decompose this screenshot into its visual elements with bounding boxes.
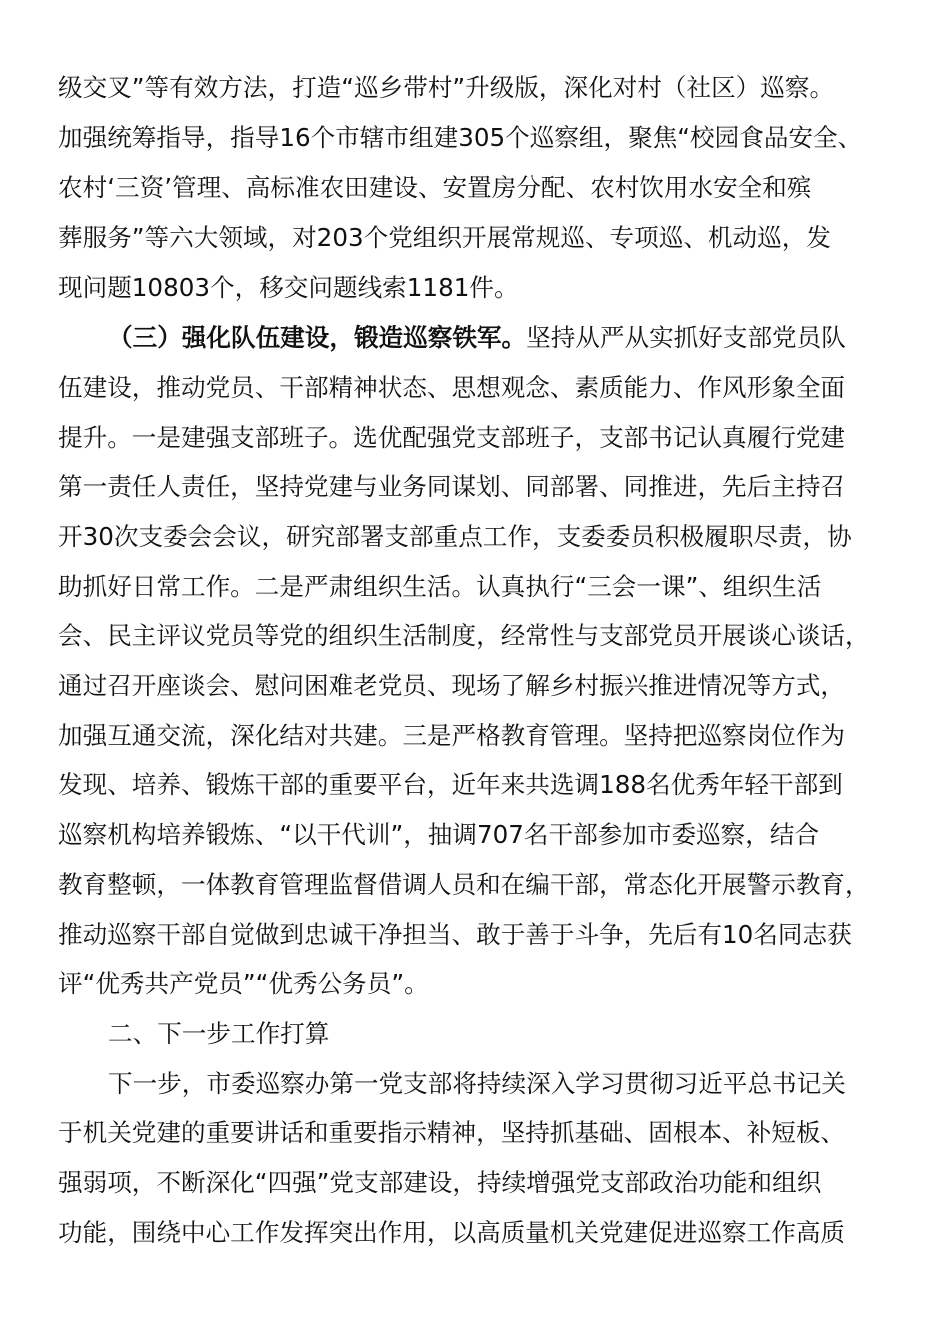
paragraph-line: 农村‘三资’管理、高标准农田建设、安置房分配、农村饮用水安全和殡 [58, 173, 812, 202]
paragraph-line: 于机关党建的重要讲话和重要指示精神，坚持抓基础、固根本、补短板、 [58, 1118, 846, 1147]
paragraph-line: 加强统筹指导，指导16个市辖市组建305个巡察组，聚焦“校园食品安全、 [58, 123, 863, 152]
paragraph-line: 加强互通交流，深化结对共建。三是严格教育管理。坚持把巡察岗位作为 [58, 721, 846, 750]
paragraph-line: 巡察机构培养锻炼、“以干代训”，抽调707名干部参加市委巡察，结合 [58, 820, 820, 849]
paragraph-line: 会、民主评议党员等党的组织生活制度，经常性与支部党员开展谈心谈话， [58, 621, 870, 650]
paragraph-line: 葬服务”等六大领域，对203个党组织开展常规巡、专项巡、机动巡，发 [58, 223, 831, 252]
paragraph-line: 开30次支委会会议，研究部署支部重点工作，支委委员积极履职尽责，协 [58, 522, 852, 551]
section-heading: 二、下一步工作打算 [108, 1019, 330, 1048]
paragraph-line: 功能，围绕中心工作发挥突出作用，以高质量机关党建促进巡察工作高质 [58, 1218, 846, 1247]
paragraph-line: 助抓好日常工作。二是严肃组织生活。认真执行“三会一课”、组织生活 [58, 572, 822, 601]
paragraph-line: 下一步，市委巡察办第一党支部将持续深入学习贯彻习近平总书记关 [108, 1069, 846, 1098]
paragraph-line: 推动巡察干部自觉做到忠诚干净担当、敢于善于斗争，先后有10名同志获 [58, 920, 852, 949]
paragraph-line: 教育整顿，一体教育管理监督借调人员和在编干部，常态化开展警示教育， [58, 870, 870, 899]
paragraph-line: 现问题10803个，移交问题线索1181件。 [58, 273, 519, 302]
paragraph-line: 级交叉”等有效方法，打造“巡乡带村”升级版，深化对村（社区）巡察。 [58, 73, 835, 102]
paragraph-line: 发现、培养、锻炼干部的重要平台，近年来共选调188名优秀年轻干部到 [58, 770, 843, 799]
section-heading-line [108, 313, 898, 363]
paragraph-line: 第一责任人责任，坚持党建与业务同谋划、同部署、同推进，先后主持召 [58, 472, 846, 501]
paragraph-line: 伍建设，推动党员、干部精神状态、思想观念、素质能力、作风形象全面 [58, 373, 846, 402]
paragraph-line: 提升。一是建强支部班子。选优配强党支部班子，支部书记认真履行党建 [58, 423, 846, 452]
paragraph-text: 坚持从严从实抓好支部党员队 [526, 323, 846, 352]
paragraph-line: 通过召开座谈会、慰问困难老党员、现场了解乡村振兴推进情况等方式， [58, 671, 846, 700]
paragraph-line: 评“优秀共产党员”“优秀公务员”。 [58, 969, 429, 998]
paragraph-line: 强弱项，不断深化“四强”党支部建设，持续增强党支部政治功能和组织 [58, 1168, 822, 1197]
section-heading: （三）强化队伍建设，锻造巡察铁军。 [108, 323, 527, 352]
